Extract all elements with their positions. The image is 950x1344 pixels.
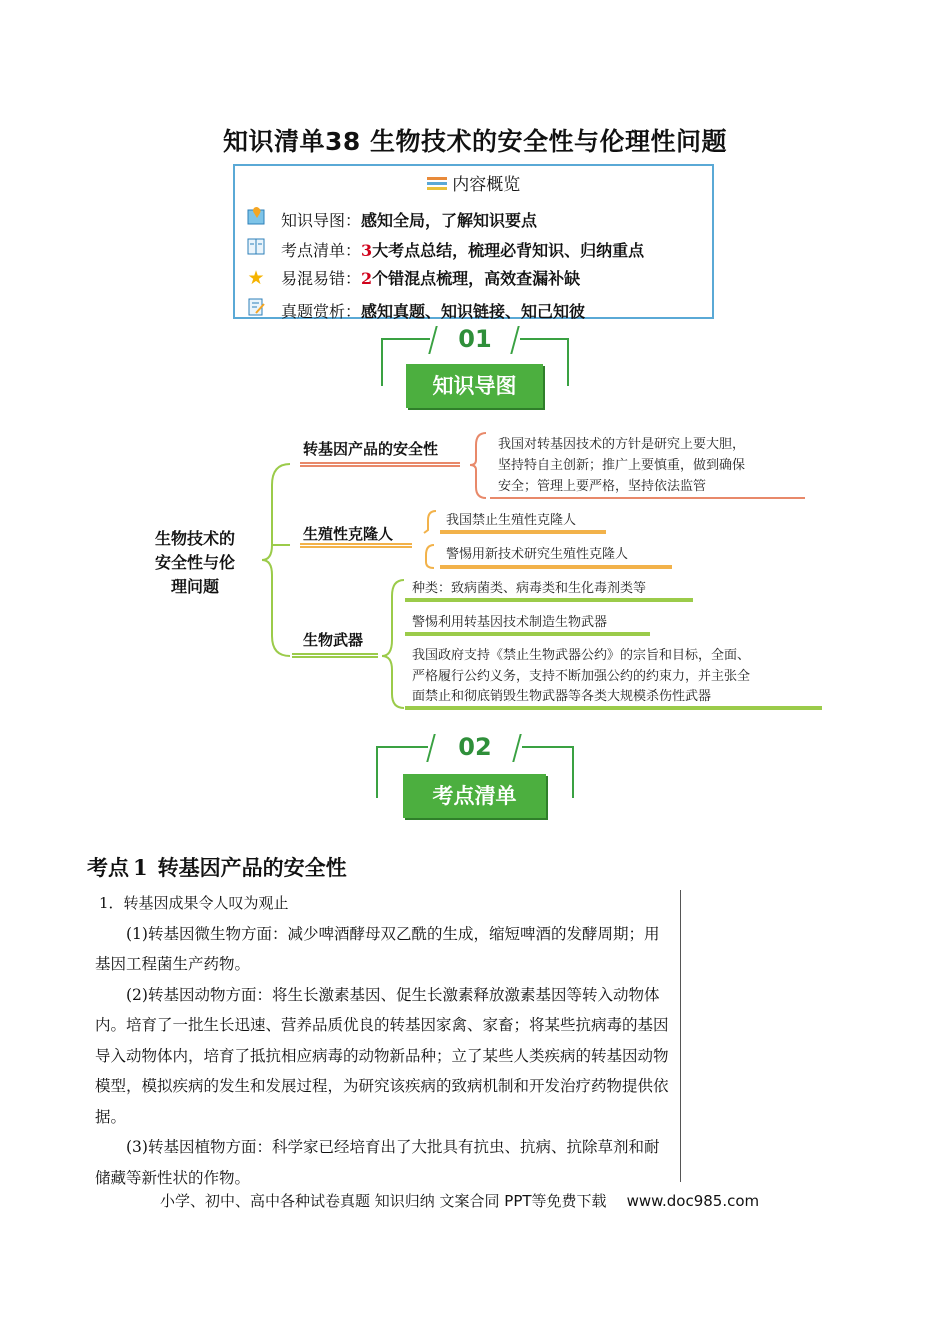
overview-item-knowledge-map: 知识导图：感知全局，了解知识要点: [245, 206, 537, 231]
mindmap-leaf: 严格履行公约义务，支持不断加强公约的约束力，并主张全: [412, 669, 751, 684]
paragraph-3: (2)转基因动物方面：将生长激素基因、促生长激素释放激素基因等转入动物体内。培育了一批生长迅速、营养品质优良的转基因家禽、家畜；将某些抗病毒的基因导入动物体内，培育了抵抗相应病毒的动物新品种；立了某些人类疾病的转基因动物模型，模拟疾病的发生和发展过程，为研究该疾病的致病机制和开发治疗药物提供依据。: [95, 985, 669, 1126]
star-icon: ★: [247, 267, 265, 289]
mindmap-root: 生物技术的 安全性与伦 理问题: [154, 529, 235, 596]
right-border-line: [680, 890, 681, 1182]
overview-item-kaodian: 考点清单：3大考点总结，梳理必背知识、归纳重点: [245, 236, 644, 261]
section-number-2: 02: [428, 733, 522, 763]
mindmap-branch-2: 生殖性克隆人: [303, 525, 394, 543]
section-label-1: 知识导图: [406, 364, 543, 408]
section-number-1: 01: [430, 325, 520, 355]
page-footer: 小学、初中、高中各种试卷真题 知识归纳 文案合同 PPT等免费下载 www.doc985.com: [160, 1192, 760, 1210]
mindmap-leaf: 我国对转基因技术的方针是研究上要大胆，: [498, 437, 746, 452]
mindmap-leaf: 警惕用新技术研究生殖性克隆人: [446, 547, 629, 562]
kaodian-heading: 考点 1 转基因产品的安全性: [87, 855, 347, 880]
mindmap-leaf: 面禁止和彻底销毁生物武器等各类大规模杀伤性武器: [412, 689, 712, 704]
overview-item-zhenti: 真题赏析：感知真题、知识链接、知己知彼: [245, 297, 585, 322]
mindmap-leaf: 我国政府支持《禁止生物武器公约》的宗旨和目标，全面、: [412, 648, 751, 663]
paragraph-2: (1)转基因微生物方面：减少啤酒酵母双乙酰的生成，缩短啤酒的发酵周期；用基因工程菌生产药物。: [95, 924, 660, 973]
page-title: 知识清单38 生物技术的安全性与伦理性问题: [223, 127, 727, 156]
footer-url: www.doc985.com: [626, 1192, 760, 1210]
overview-item-yihun: ★ 易混易错：2个错混点梳理，高效查漏补缺: [245, 266, 580, 289]
mindmap-leaf: 种类：致病菌类、病毒类和生化毒剂类等: [412, 581, 647, 596]
paragraph-1: 1．转基因成果令人叹为观止: [99, 894, 289, 912]
mindmap-leaf: 我国禁止生殖性克隆人: [446, 513, 577, 528]
mindmap-branch-1: 转基因产品的安全性: [303, 440, 439, 458]
mindmap-branch-3: 生物武器: [303, 631, 364, 649]
overview-heading: 内容概览: [235, 170, 712, 195]
mindmap-leaf: 坚持特自主创新；推广上要慎重，做到确保: [498, 458, 746, 473]
mindmap-leaf: 警惕利用转基因技术制造生物武器: [412, 615, 608, 630]
kaodian-body: [95, 888, 673, 1193]
mindmap-leaf: 安全；管理上要严格，坚持依法监管: [498, 479, 707, 494]
section-label-2: 考点清单: [403, 774, 546, 818]
paragraph-4: (3)转基因植物方面：科学家已经培育出了大批具有抗虫、抗病、抗除草剂和耐储藏等新性状的作物。: [95, 1138, 660, 1187]
